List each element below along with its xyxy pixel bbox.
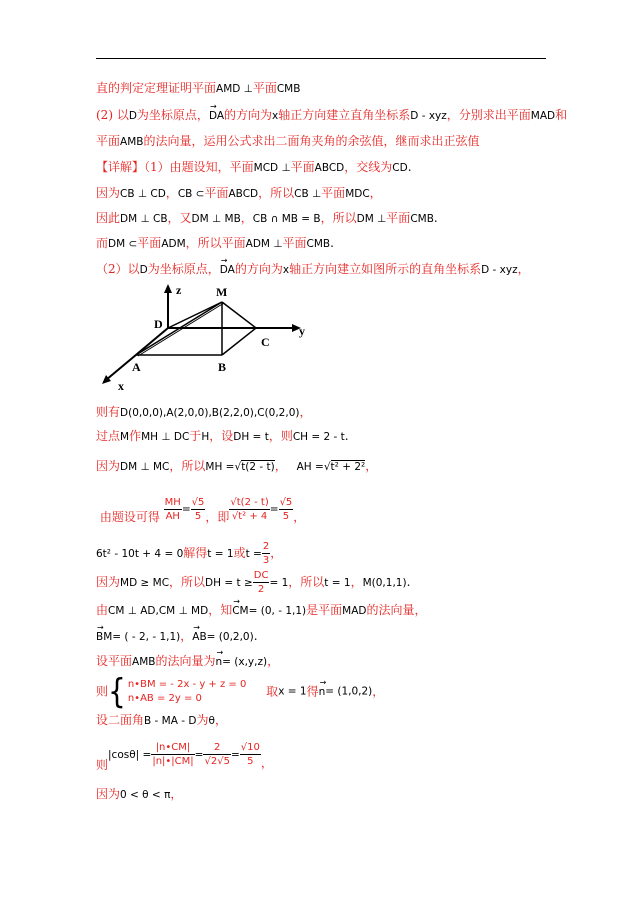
text: 平面 [96,134,121,148]
math: MAD [530,110,556,122]
label-z: z [176,283,182,297]
denominator: 2 [257,584,265,595]
math: DH = t [233,431,269,443]
math: CB ⊂ [177,188,205,200]
text: ，所以 [320,211,357,225]
text: 则 [96,757,109,772]
text-line-16 [96,628,258,645]
text: ， [165,186,178,200]
math: DM ⊥ MB [191,213,241,225]
text-line-5 [96,185,382,202]
z-arrow [164,284,172,293]
text: 是平面 [306,603,343,617]
math: = [269,503,279,516]
edge-bc [222,328,256,355]
text: ， [350,575,363,589]
math: CB ⊥ CD [120,188,166,200]
text: 的方向为 [234,262,283,276]
text: ， [270,546,283,560]
text: ，则 [268,429,293,443]
text: ， [214,713,227,727]
text: ，知 [208,603,233,617]
text: ，所以 [258,186,295,200]
text: （2）以 [96,262,140,276]
math: CMB [276,83,301,95]
math: MAD [342,605,367,617]
math: = (x,y,z) [222,656,268,668]
math: = (0, - 1,1) [248,605,307,617]
math: M(0,1,1) [362,577,407,589]
math: = (0,2,0) [206,631,254,643]
math: H [201,431,210,443]
math: x [272,110,279,122]
vector-cm: → CM [232,603,248,619]
denominator: 5 [194,510,202,522]
math: t = 1 [324,577,351,589]
math: ADM [161,238,186,250]
math: θ [208,715,215,727]
math: MD ≥ MC [120,577,170,589]
text: ， [293,510,306,524]
text: 为坐标原点， [147,262,220,276]
numerator: √5 [279,496,293,508]
denominator: |n|•|CM| [152,756,194,767]
denominator: 5 [247,756,254,767]
text: ， [170,787,183,801]
label-y: y [299,324,305,338]
text: 取 [266,684,279,699]
text-line-14 [96,568,410,597]
vector-n: → n [215,654,222,670]
text: 解得 [183,546,208,560]
text: 的法向量为 [155,654,216,668]
text: 由题设可得 [99,510,160,524]
math: CMB [410,213,434,225]
header-rule [96,58,546,59]
math: ABCD [314,162,345,174]
math: MDC [345,188,370,200]
numerator: √10 [240,742,260,753]
vector-ab: → AB [192,629,206,645]
text: 平面 [386,211,411,225]
text: 平面 [282,236,307,250]
text-line-3 [96,133,479,150]
math: CH = 2 - t [292,431,345,443]
text: ， [267,654,280,668]
numerator: 2 [203,741,230,755]
math: DM ⊥ CB [120,213,168,225]
text: 而 [96,236,109,250]
math: ABCD [228,188,259,200]
text: 设平面 [96,654,133,668]
math: D [128,110,137,122]
coordinate-figure [96,280,326,395]
text: 由 [96,603,109,617]
label-b: B [218,360,227,374]
text-line-10 [96,428,349,445]
text: 的方向为 [224,108,273,122]
text: ，所以 [169,459,206,473]
text: 于 [189,429,202,443]
text-line-7 [96,235,334,252]
math: AMD ⊥ [216,83,253,95]
text: ， [299,405,312,419]
text-line-6 [96,210,438,227]
label-a: A [132,360,141,374]
text: . [433,211,438,225]
text: 的法向量， [366,603,427,617]
math: CM ⊥ AD,CM ⊥ MD [108,605,209,617]
denominator: 3 [262,555,270,566]
text: ， [274,459,287,473]
math: t(2 - t) [241,461,275,473]
math: AMB [120,136,144,148]
text: ，分别求出平面 [446,108,531,122]
math: t = 1 [207,548,234,560]
math: 6t² - 10t + 4 = 0 [96,548,184,560]
vector-n: → n [319,677,326,707]
text-line-18 [96,671,385,711]
math: AH = [296,461,324,473]
text: 平面 [321,186,346,200]
text-line-12 [96,488,305,530]
math: x = 1 [278,685,307,698]
text: 则有 [96,405,121,419]
math: t = [245,548,262,560]
text: （1）由题设知，平面 [144,160,254,174]
fraction [151,741,194,768]
text-line-1 [96,80,300,97]
denominator: √t² + 4 [231,510,268,522]
fraction [262,540,270,567]
text: 直的判定定理证明平面 [96,81,217,95]
text: 因为 [96,459,121,473]
text: 为 [196,713,209,727]
fraction [240,741,261,768]
math: DM ⊥ [356,213,387,225]
vector-bm: → BM [96,629,112,645]
text: . [406,575,411,589]
math: x [282,264,290,276]
math: D - xyz [410,110,447,122]
numerator: DC [253,570,269,581]
denominator: 5 [282,510,290,522]
math: MCD ⊥ [253,162,291,174]
math: 0 < θ < π [120,789,171,801]
text: 轴正方向建立直角坐标系 [278,108,411,122]
text-line-2 [96,107,567,124]
detail-label: 【详解】 [96,160,145,174]
math: = [230,749,240,761]
text: 平面 [252,81,277,95]
math: = (1,0,2) [325,685,373,698]
text: 平面 [290,160,315,174]
text-line-8 [96,261,530,278]
text: 设二面角 [96,713,145,727]
math: CMB [306,238,331,250]
text: . [344,429,349,443]
text: 因此 [96,211,121,225]
text: 为坐标原点， [136,108,209,122]
numerator: 2 [262,541,270,552]
math: = [194,749,204,761]
text: 作 [129,429,142,443]
text: ，所以平面 [185,236,246,250]
text: . [407,160,412,174]
math: M [120,431,130,443]
text-line-17 [96,653,279,670]
edge-am-2 [138,303,224,356]
label-d: D [154,317,163,331]
text-line-20 [96,738,273,771]
fraction [229,496,269,523]
text: ，所以 [169,575,206,589]
text: 平面 [204,186,229,200]
text-line-9 [96,404,312,421]
text: (2) 以 [96,108,129,122]
text: ，即 [205,510,230,524]
label-m: M [216,285,228,299]
denominator: AH [165,510,180,522]
math: |cosθ| = [108,749,152,761]
text-line-4 [96,159,412,176]
equation: n•AB = 2y = 0 [127,692,202,704]
edge-mc [222,302,256,328]
math: DH = t ≥ [205,577,253,589]
text: 轴正方向建立如图所示的直角坐标系 [289,262,482,276]
math: CB ∩ MB = B [252,213,321,225]
text-line-11: 因为DM ⊥ MC，所以MH =√t(2 - t)， AH =√t² + 2²， [96,459,378,473]
math: MH = [205,461,235,473]
text: 过点 [96,429,121,443]
math: = [181,503,191,516]
equation-system [128,678,247,706]
text-line-21 [96,786,182,803]
equation: n•BM = - 2x - y + z = 0 [127,678,247,690]
fraction [164,496,182,523]
edge-dm [168,302,222,328]
text: 得 [306,684,319,699]
fraction [203,741,230,768]
text: ，所以 [288,575,325,589]
text: ， [260,755,273,770]
math: B - MA - D [144,715,197,727]
text: ，又 [167,211,192,225]
math: DM ⊂ [108,238,138,250]
text: ， [369,186,382,200]
brace: { [108,671,126,711]
vector-da: → DA [220,262,235,278]
text: ， [365,459,378,473]
math: AMB [132,656,156,668]
text: ，设 [209,429,234,443]
math: D(0,0,0),A(2,0,0),B(2,2,0),C(0,2,0) [120,407,300,419]
math: t² + 2² [330,461,366,473]
text-line-19 [96,712,227,729]
text: . [330,236,334,250]
text: ， [180,629,193,643]
text: ， [517,262,530,276]
math: DM ⊥ MC [120,461,170,473]
math: = ( - 2, - 1,1) [112,631,181,643]
text: 的法向量，运用公式求出二面角夹角的余弦值，继而求出正弦值 [143,134,480,148]
math: = 1 [269,577,289,589]
numerator: √5 [191,496,205,508]
text: ，交线为 [344,160,393,174]
text: 因为 [96,787,121,801]
label-x: x [118,379,124,393]
text: . [253,629,258,643]
text: 因为 [96,575,121,589]
fraction [253,569,270,596]
denominator: √2√5 [204,756,230,767]
numerator: MH [164,496,181,508]
text: 和 [555,108,568,122]
text-line-15 [96,602,427,619]
math: MH ⊥ DC [141,431,190,443]
fraction [279,496,294,523]
text: 则 [96,684,109,699]
numerator: √t(2 - t) [230,496,269,508]
text: 或 [233,546,246,560]
text: ， [240,211,253,225]
math: D - xyz [481,264,518,276]
text: 因为 [96,186,121,200]
text: 平面 [137,236,162,250]
math: ADM ⊥ [245,238,283,250]
math: D [139,264,148,276]
math: CD [392,162,408,174]
fraction [191,496,206,523]
math: CB ⊥ [294,188,322,200]
numerator: |n•CM| [151,741,194,755]
vector-da: → DA [209,108,224,124]
text-line-13 [96,538,282,569]
label-c: C [261,335,270,349]
text: ， [372,684,385,699]
